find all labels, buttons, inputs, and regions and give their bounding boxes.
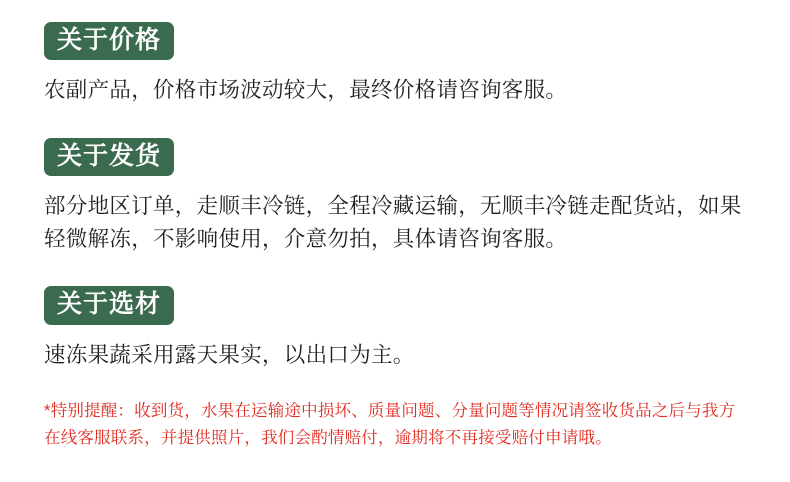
section-text-price: 农副产品，价格市场波动较大，最终价格请咨询客服。 bbox=[44, 78, 568, 103]
section-about-material bbox=[44, 286, 746, 372]
section-text-material: 速冻果蔬采用露天果实，以出口为主。 bbox=[44, 342, 415, 367]
special-notice: *特别提醒：收到货，水果在运输途中损坏、质量问题、分量问题等情况请签收货品之后与我方在线客服联系，并提供照片，我们会酌情赔付，逾期将不再接受赔付申请哦。 bbox=[44, 402, 736, 447]
section-about-price bbox=[44, 22, 746, 108]
section-about-shipping bbox=[44, 138, 746, 257]
section-text-shipping: 部分地区订单，走顺丰冷链，全程冷藏运输，无顺丰冷链走配货站，如果轻微解冻，不影响使用，介意勿拍，具体请咨询客服。 bbox=[44, 193, 742, 252]
section-badge-shipping: 关于发货 bbox=[44, 138, 174, 176]
section-badge-price: 关于价格 bbox=[44, 22, 174, 60]
section-badge-material: 关于选材 bbox=[44, 286, 174, 324]
